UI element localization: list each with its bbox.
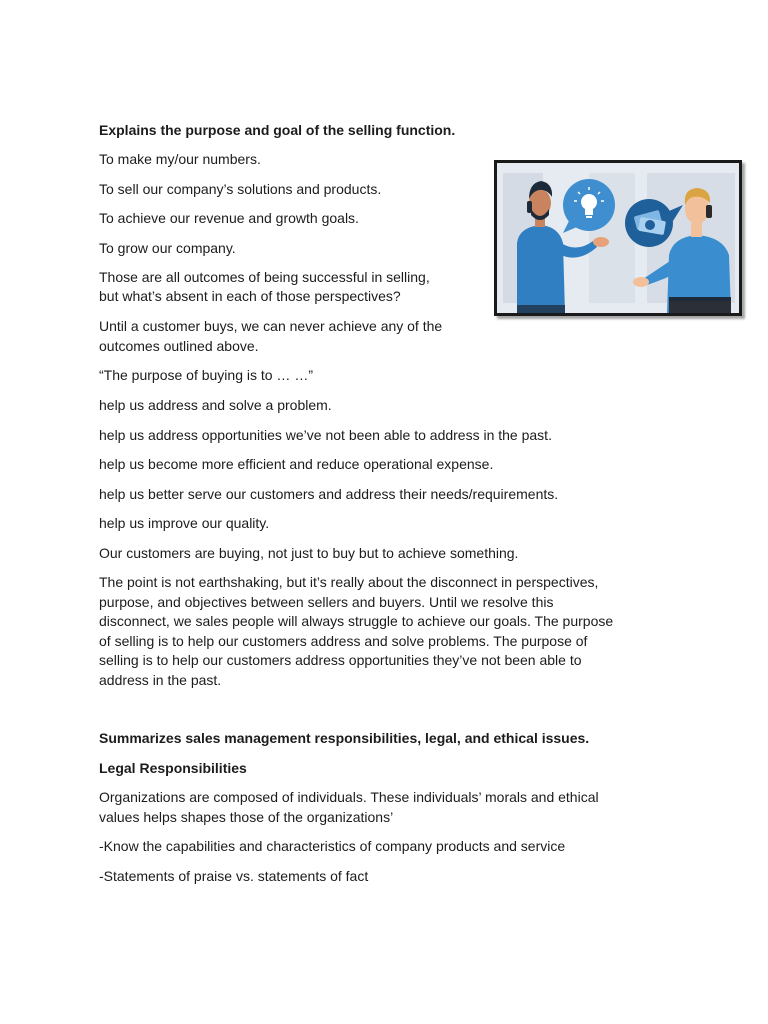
purpose-quote: “The purpose of buying is to … …” — [99, 367, 313, 383]
subheading-legal-responsibilities: Legal Responsibilities — [99, 760, 247, 776]
org-paragraph-line: Organizations are composed of individuals. These individuals’ morals and ethical — [99, 789, 599, 805]
list-item: -Statements of praise vs. statements of fact — [99, 868, 369, 884]
goal-line: To achieve our revenue and growth goals. — [99, 210, 359, 226]
section-heading-sales-management: Summarizes sales management responsibilities, legal, and ethical issues. — [99, 730, 590, 746]
point-paragraph-line: of selling is to help our customers address and solve problems. The purpose of — [99, 633, 588, 649]
right-person-belt — [669, 297, 731, 301]
list-item: -Know the capabilities and characteristics of company products and service — [99, 838, 566, 854]
goal-line: To sell our company’s solutions and products. — [99, 181, 382, 197]
help-line: help us become more efficient and reduce operational expense. — [99, 456, 494, 472]
point-paragraph-line: address in the past. — [99, 672, 222, 688]
right-person-neck — [691, 223, 702, 237]
goal-line: To make my/our numbers. — [99, 151, 261, 167]
point-paragraph-line: The point is not earthshaking, but it’s really about the disconnect in perspectives, — [99, 574, 599, 590]
buying-line: Our customers are buying, not just to buy but to achieve something. — [99, 545, 519, 561]
left-person-hand — [593, 237, 609, 247]
point-paragraph-line: selling is to help our customers address opportunities they’ve not been able to — [99, 652, 582, 668]
point-paragraph-line: purpose, and objectives between sellers and buyers. Until we resolve this — [99, 594, 554, 610]
illustration-svg — [497, 163, 739, 313]
help-line: help us address opportunities we’ve not been able to address in the past. — [99, 427, 552, 443]
sales-conversation-illustration — [494, 160, 742, 316]
phone-icon — [527, 201, 532, 213]
customer-paragraph-line: Until a customer buys, we can never achieve any of the — [99, 318, 443, 334]
help-line: help us improve our quality. — [99, 515, 270, 531]
outcomes-paragraph-line: Those are all outcomes of being successful in selling, — [99, 269, 430, 285]
left-person-body — [517, 225, 565, 313]
help-line: help us better serve our customers and address their needs/requirements. — [99, 486, 559, 502]
right-person-pants — [669, 301, 731, 313]
help-line: help us address and solve a problem. — [99, 397, 332, 413]
right-person-hand — [633, 277, 649, 287]
customer-paragraph-line: outcomes outlined above. — [99, 338, 259, 354]
org-paragraph-line: values helps shapes those of the organizations’ — [99, 809, 394, 825]
phone-icon — [706, 205, 712, 218]
left-person-pants — [517, 305, 565, 313]
goal-line: To grow our company. — [99, 240, 236, 256]
section-heading-selling-purpose: Explains the purpose and goal of the selling function. — [99, 122, 456, 138]
outcomes-paragraph-line: but what’s absent in each of those perspectives? — [99, 288, 401, 304]
point-paragraph-line: disconnect, we sales people will always struggle to achieve our goals. The purpose — [99, 613, 614, 629]
